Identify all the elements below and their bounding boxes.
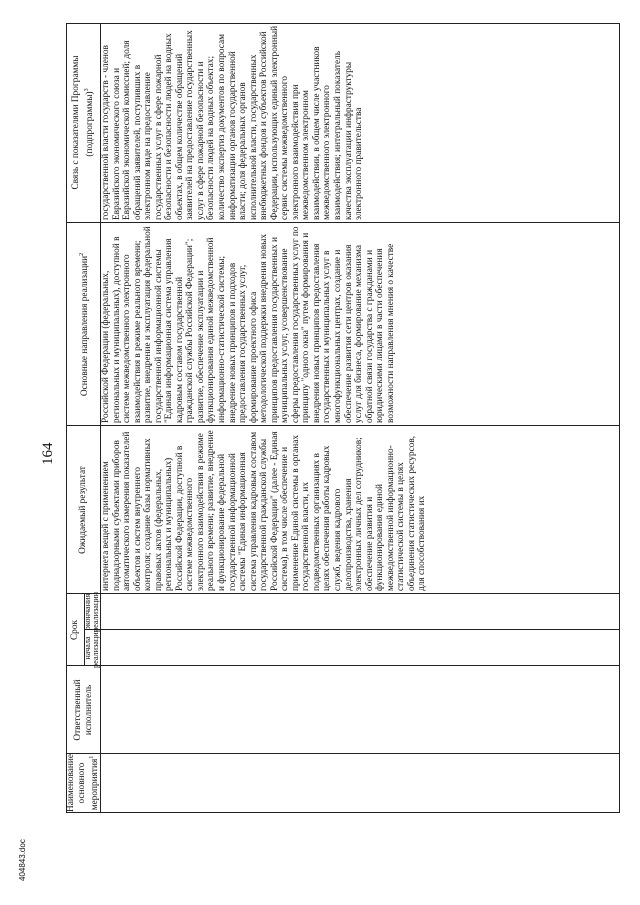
column-divider [67, 753, 619, 754]
directions-text: Российской Федерации (федеральных, региональных и муниципальных), доступной в системе межведомственного электронного взаимодействия в режиме реального времени; развитие, внедрение и эксплуатация федеральной государственной информационной системы "Единая информационная система управления кадровым составом государственной гражданской службы Российской Федерации"; развитие, обеспечение эксплуатации и функционирования единой межведомственной информационно-статистической системы; внедрение новых принципов и подходов предоставления государственных услуг, формирование проектного офиса методологической поддержки внедрения новых принципов предоставления государственных и муниципальных услуг, усовершенствование сферы предоставления государственных услуг по принципу "одного окна" путем формирования и внедрения новых принципов предоставления государственных и муниципальных услуг в многофункциональных центрах, создание и обеспечение развития сети центров оказания услуг для бизнеса, формирование механизма обратной связи государства с гражданами и юридическими лицами в части обеспечения возможности направления мнения о качестве [101, 226, 396, 423]
header-directions: Основные направления реализации$^2$ [78, 252, 90, 397]
result-text: интернета вещей с применением поднадзорными субъектами приборов автоматического измерения показателей объектов и систем внутреннего контроля; создание базы нормативных правовых актов (федеральных, региональных и муниципальных) Российской Федерации, доступной в системе межведомственного электронного взаимодействия в режиме реального времени; развитие, внедрение и функционирование федеральной государственной информационной системы "Единая информационная система управления кадровым составом государственной гражданской службы Российской Федерации" (далее - Единая система), в том числе обеспечение и применение Единой системы в органах государственной власти, их подведомственных организациях в целях обеспечения работы кадровых служб, ведения кадрового делопроизводства, хранения электронных личных дел сотрудников; обеспечение развития и функционирования единой межведомственной информационно-статистической системы в целях объединения статистических ресурсов, для способствования их [101, 430, 428, 591]
header-start: начала реализации [82, 627, 100, 668]
document-id: 404843.doc [18, 839, 27, 881]
header-term: Срок [70, 620, 81, 641]
program-table [66, 23, 620, 813]
header-result: Ожидаемый результат [78, 466, 89, 554]
link-text: государственной власти государств - членов Евразийского экономического союза и Евразийской экономической комиссией; доля обращений заявителей, поступивших в электронном виде на предоставление государственных услуг в сфере пожарной безопасности и безопасности людей на водных объектах, в общем количестве обращений заявителей на предоставление государственных услуг в сфере пожарной безопасности и безопасности людей на водных объектах; количество экспертиз документов по вопросам информатизации органов государственной власти; доля федеральных органов исполнительной власти, государственных внебюджетных фондов и субъектов Российской Федерации, использующих единый электронный сервис системы межведомственного электронного взаимодействия при межведомственном электронном взаимодействии, в общем числе участников межведомственного электронного взаимодействия; интегральный показатель качества эксплуатации инфраструктуры электронного правительства [101, 25, 365, 220]
header-link: Связь с показателями Программы (подпрограммы)$^3$ [71, 55, 96, 190]
column-divider [67, 665, 619, 666]
header-name: Наименование основного мероприятия$^1$ [66, 754, 101, 812]
header-executor: Ответственный исполнитель [73, 679, 94, 741]
page-number: 164 [40, 442, 56, 465]
header-end: окончания реализации [82, 591, 100, 632]
column-divider [84, 629, 619, 630]
